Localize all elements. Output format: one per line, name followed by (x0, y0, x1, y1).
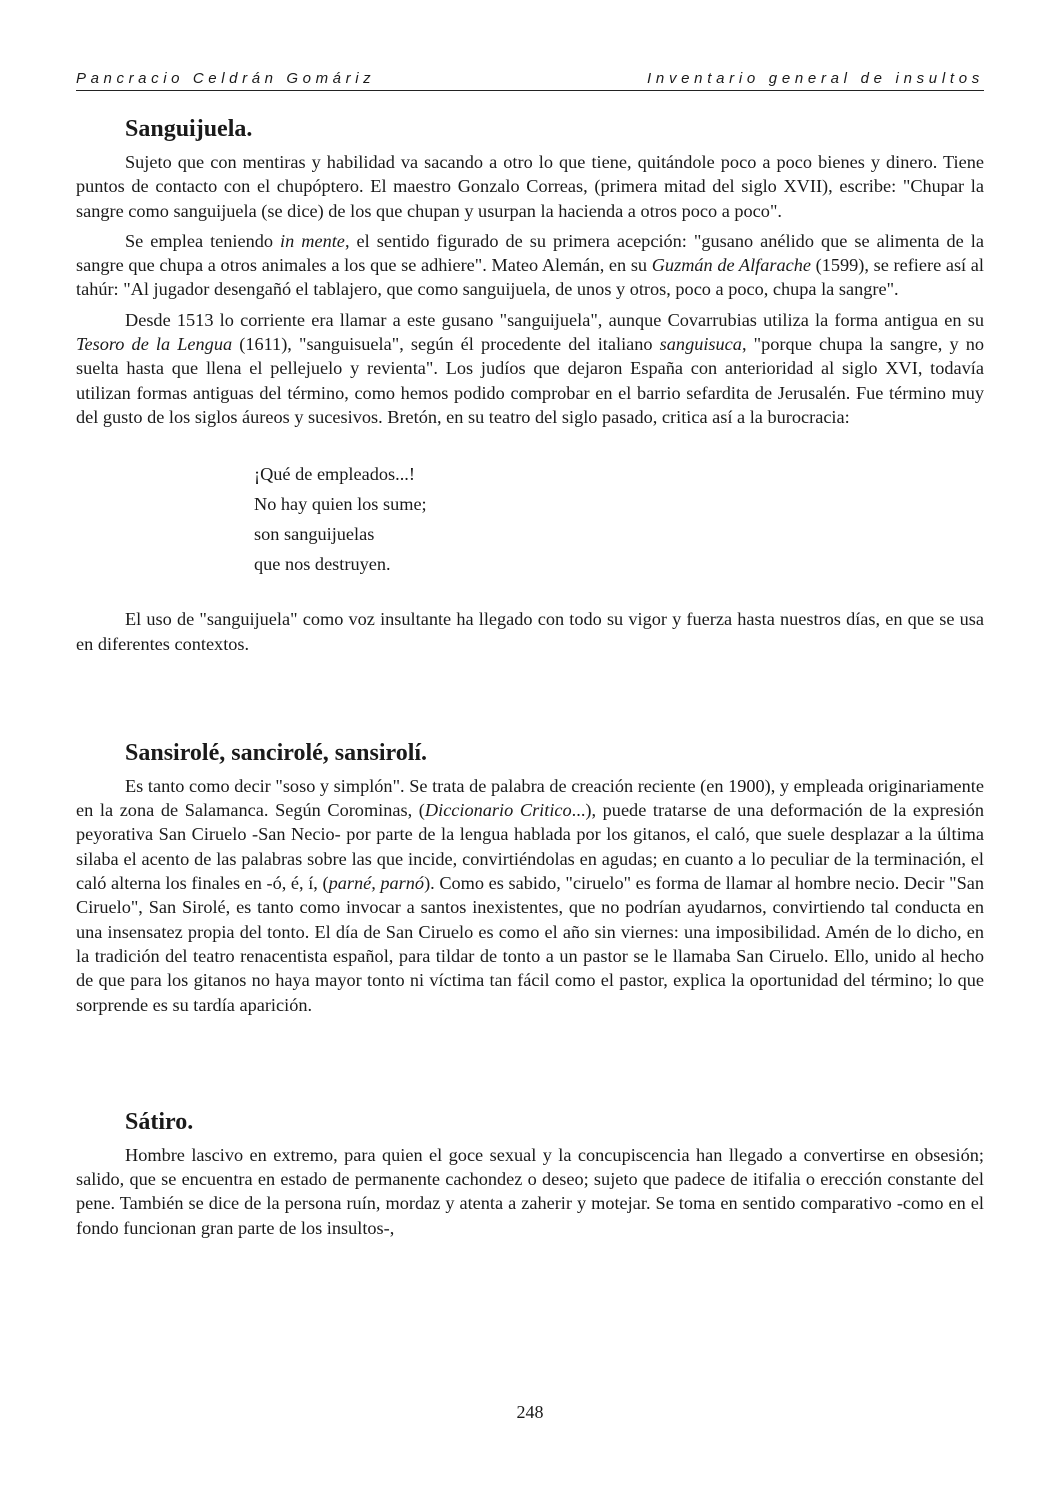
text-run: Es tanto como decir "soso y simplón". Se trata de palabra de creación reciente (en 1900), y empleada originariamente en la zona de Salamanca. Según Corominas, ( (76, 775, 984, 821)
document-page (76, 0, 984, 1500)
italic-text-run: Guzmán de Alfarache (651, 255, 811, 276)
entry-paragraph (76, 150, 984, 223)
italic-text-run: in mente (280, 230, 345, 251)
entry-title: Sansirolé, sancirolé, sansirolí. (125, 739, 428, 766)
text-run: ). Como es sabido, "ciruelo" es forma de llamar al hombre necio. Decir "San Ciruelo", San Sirolé, es tanto como invocar a santos inexistentes, que no podrían ayudarnos, convirtiendo tal conducta en una insensatez propia del tonto. El día de San Ciruelo es como el año sin viernes: una imposibilidad. Amén de lo dicho, en la tradición del teatro renacentista español, para tildar de tonto a un pastor se le llamaba San Ciruelo. Ello, unido al hecho de que para los gitanos no haya mayor tonto ni víctima tan fácil como el pastor, explica la oportunidad del término; lo que sorprende es su tardía aparición. (76, 873, 985, 1015)
entry-paragraph (76, 774, 984, 1017)
text-run: Sujeto que con mentiras y habilidad va sacando a otro lo que tiene, quitándole poco a poco bienes y dinero. Tiene puntos de contacto con el chupóptero. El maestro Gonzalo Correas, (primera mitad del siglo XVII), escribe: "Chupar la sangre como sanguijuela (se dice) de los que chupan y usurpan la hacienda a otros poco a poco". (76, 152, 984, 221)
entry-paragraph (76, 308, 984, 429)
entry-satiro (76, 1107, 984, 1240)
entry-paragraph (76, 1143, 984, 1240)
verse-line: ¡Qué de empleados...! (254, 464, 415, 485)
page-body (76, 114, 984, 1246)
verse-quote (254, 459, 984, 579)
entry-sansirole (76, 738, 984, 1017)
text-run: Hombre lascivo en extremo, para quien el goce sexual y la concupiscencia han llegado a convertirse en obsesión; salido, que se encuentra en estado de permanente cachondez o deseo; sujeto que padece de itifalia o erección constante del pene. También se dice de la persona ruín, mordaz y atenta a zaherir y motejar. Se toma en sentido comparativo -como en el fondo funcionan gran parte de los insultos-, (76, 1144, 984, 1238)
text-run: Desde 1513 lo corriente era llamar a este gusano "sanguijuela", aunque Covarrubias utiliza la forma antigua en su (125, 309, 984, 330)
header-author: Pancracio Celdrán Gomáriz (76, 70, 376, 87)
entry-title: Sátiro. (125, 1108, 194, 1135)
text-run: ...), puede tratarse de una deformación de la expresión peyorativa San Ciruelo -San Necio- por parte de la lengua hablada por los gitanos, el caló, que suele desplazar a la última silaba el acento de las palabras sobre las que incide, convirtiéndolas en agudas; en cuanto a lo peculiar de la terminación, el caló alterna los finales en -ó, é, í, ( (76, 800, 984, 894)
entry-paragraph (76, 607, 984, 656)
text-run: , el sentido figurado de su primera acepción: "gusano anélido que se alimenta de la sangre que chupa a otros animales a los que se adhiere". Mateo Alemán, en su (76, 230, 985, 276)
text-run: (1611), "sanguisuela", según él procedente del italiano (232, 334, 660, 355)
verse-line: que nos destruyen. (254, 554, 391, 575)
header-book-title: Inventario general de insultos (647, 70, 984, 87)
italic-text-run: Diccionario Critico (424, 800, 572, 821)
text-run: Se emplea teniendo (125, 230, 281, 251)
entry-title: Sanguijuela. (125, 116, 253, 142)
text-run: El uso de "sanguijuela" como voz insultante ha llegado con todo su vigor y fuerza hasta nuestros días, en que se usa en diferentes contextos. (76, 609, 984, 654)
entry-paragraph (76, 229, 984, 302)
entry-separator (76, 1023, 984, 1107)
verse-line: No hay quien los sume; (254, 494, 427, 515)
italic-text-run: Tesoro de la Lengua (76, 334, 233, 355)
entry-separator (76, 662, 984, 738)
page-number: 248 (516, 1402, 544, 1422)
verse-line: son sanguijuelas (254, 524, 375, 545)
italic-text-run: sanguisuca (659, 334, 742, 355)
running-header (76, 70, 984, 91)
italic-text-run: parné, parnó (328, 873, 425, 894)
text-run: (1599), se refiere así al tahúr: "Al jugador desengañó el tablajero, que como sanguijuela, de unos y otros, poco a poco, chupa la sangre". (76, 255, 984, 300)
text-run: , "porque chupa la sangre, y no suelta hasta que llena el pellejuelo y revienta". Los judíos que dejaron España con anterioridad al siglo XVI, todavía utilizan formas antiguas del término, como hemos podido comprobar en el barrio sefardita de Jerusalén. Fue término muy del gusto de los siglos áureos y sucesivos. Bretón, en su teatro del siglo pasado, critica así a la burocracia: (76, 334, 984, 427)
entry-sanguijuela (76, 114, 984, 656)
